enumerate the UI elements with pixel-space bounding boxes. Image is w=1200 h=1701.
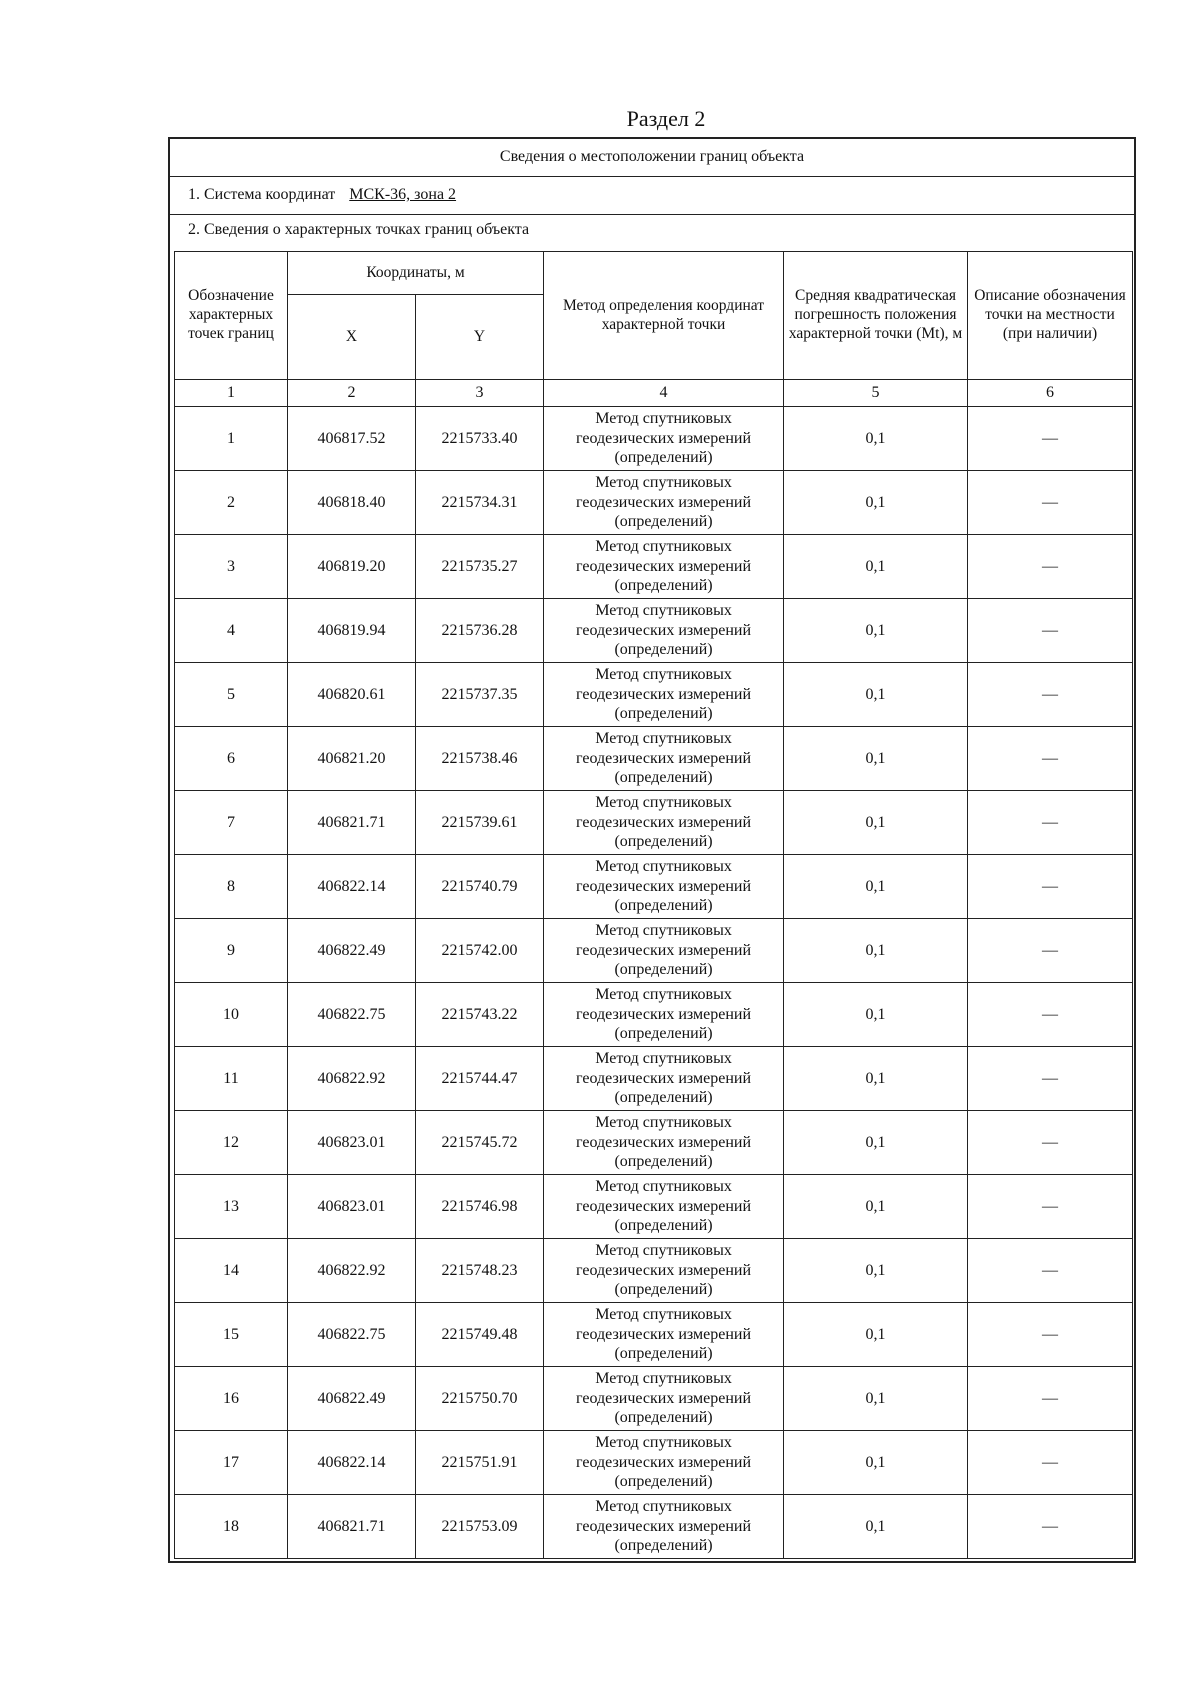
coord-x: 406823.01 xyxy=(288,1111,416,1175)
table-row xyxy=(175,983,1133,1047)
point-number: 18 xyxy=(175,1495,288,1559)
error-cell: 0,1 xyxy=(784,599,968,663)
error-cell: 0,1 xyxy=(784,1175,968,1239)
point-number: 16 xyxy=(175,1367,288,1431)
description-cell: — xyxy=(968,407,1133,471)
table-row xyxy=(175,1111,1133,1175)
description-cell: — xyxy=(968,1367,1133,1431)
description-cell: — xyxy=(968,1175,1133,1239)
error-cell: 0,1 xyxy=(784,1047,968,1111)
error-cell: 0,1 xyxy=(784,1495,968,1559)
coord-y: 2215753.09 xyxy=(416,1495,544,1559)
table-row xyxy=(175,791,1133,855)
method-cell: Метод спутниковых геодезических измерений (определений) xyxy=(544,919,784,983)
description-cell: — xyxy=(968,855,1133,919)
point-number: 10 xyxy=(175,983,288,1047)
coord-y: 2215744.47 xyxy=(416,1047,544,1111)
point-number: 14 xyxy=(175,1239,288,1303)
point-number: 8 xyxy=(175,855,288,919)
method-cell: Метод спутниковых геодезических измерений (определений) xyxy=(544,1495,784,1559)
error-cell: 0,1 xyxy=(784,1367,968,1431)
description-cell: — xyxy=(968,535,1133,599)
section-title: Раздел 2 xyxy=(626,106,706,131)
method-cell: Метод спутниковых геодезических измерений (определений) xyxy=(544,663,784,727)
description-cell: — xyxy=(968,1431,1133,1495)
description-cell: — xyxy=(968,791,1133,855)
column-number: 1 xyxy=(175,380,288,407)
point-number: 13 xyxy=(175,1175,288,1239)
error-cell: 0,1 xyxy=(784,407,968,471)
coord-x: 406818.40 xyxy=(288,471,416,535)
coord-y: 2215750.70 xyxy=(416,1367,544,1431)
method-cell: Метод спутниковых геодезических измерений (определений) xyxy=(544,1175,784,1239)
method-cell: Метод спутниковых геодезических измерений (определений) xyxy=(544,983,784,1047)
table-row xyxy=(175,1495,1133,1559)
coord-x: 406822.75 xyxy=(288,1303,416,1367)
coord-x: 406821.20 xyxy=(288,727,416,791)
error-cell: 0,1 xyxy=(784,471,968,535)
points-section-label: 2. Сведения о характерных точках границ объекта xyxy=(188,221,530,238)
coord-y: 2215733.40 xyxy=(416,407,544,471)
boundary-info-frame xyxy=(168,137,1136,1563)
column-number-row xyxy=(175,380,1133,407)
error-cell: 0,1 xyxy=(784,727,968,791)
point-number: 11 xyxy=(175,1047,288,1111)
point-number: 1 xyxy=(175,407,288,471)
table-row xyxy=(175,599,1133,663)
coord-y: 2215740.79 xyxy=(416,855,544,919)
coord-y: 2215734.31 xyxy=(416,471,544,535)
coord-y: 2215738.46 xyxy=(416,727,544,791)
coord-x: 406822.49 xyxy=(288,1367,416,1431)
method-cell: Метод спутниковых геодезических измерений (определений) xyxy=(544,1367,784,1431)
table-row xyxy=(175,1303,1133,1367)
method-cell: Метод спутниковых геодезических измерений (определений) xyxy=(544,407,784,471)
point-number: 12 xyxy=(175,1111,288,1175)
header-error: Средняя квадратическая погрешность положения характерной точки (Mt), м xyxy=(784,252,968,380)
header-method: Метод определения координат характерной точки xyxy=(544,252,784,380)
error-cell: 0,1 xyxy=(784,1111,968,1175)
description-cell: — xyxy=(968,727,1133,791)
error-cell: 0,1 xyxy=(784,855,968,919)
description-cell: — xyxy=(968,1303,1133,1367)
coord-y: 2215745.72 xyxy=(416,1111,544,1175)
coord-x: 406821.71 xyxy=(288,1495,416,1559)
coord-y: 2215743.22 xyxy=(416,983,544,1047)
error-cell: 0,1 xyxy=(784,983,968,1047)
method-cell: Метод спутниковых геодезических измерений (определений) xyxy=(544,599,784,663)
error-cell: 0,1 xyxy=(784,1303,968,1367)
table-row xyxy=(175,1175,1133,1239)
coord-x: 406823.01 xyxy=(288,1175,416,1239)
coord-x: 406820.61 xyxy=(288,663,416,727)
table-row xyxy=(175,1047,1133,1111)
description-cell: — xyxy=(968,663,1133,727)
method-cell: Метод спутниковых геодезических измерений (определений) xyxy=(544,791,784,855)
point-number: 5 xyxy=(175,663,288,727)
coordinate-system-value: МСК-36, зона 2 xyxy=(349,186,457,203)
point-number: 3 xyxy=(175,535,288,599)
table-body xyxy=(175,407,1133,1559)
point-number: 17 xyxy=(175,1431,288,1495)
description-cell: — xyxy=(968,1495,1133,1559)
coord-x: 406821.71 xyxy=(288,791,416,855)
table-row xyxy=(175,919,1133,983)
coord-x: 406819.94 xyxy=(288,599,416,663)
table-row xyxy=(175,855,1133,919)
coord-y: 2215746.98 xyxy=(416,1175,544,1239)
column-number: 4 xyxy=(544,380,784,407)
description-cell: — xyxy=(968,599,1133,663)
method-cell: Метод спутниковых геодезических измерений (определений) xyxy=(544,1111,784,1175)
coord-y: 2215748.23 xyxy=(416,1239,544,1303)
description-cell: — xyxy=(968,1111,1133,1175)
method-cell: Метод спутниковых геодезических измерений (определений) xyxy=(544,1303,784,1367)
description-cell: — xyxy=(968,1047,1133,1111)
method-cell: Метод спутниковых геодезических измерений (определений) xyxy=(544,471,784,535)
coord-y: 2215736.28 xyxy=(416,599,544,663)
point-number: 4 xyxy=(175,599,288,663)
method-cell: Метод спутниковых геодезических измерений (определений) xyxy=(544,1431,784,1495)
table-row xyxy=(175,407,1133,471)
header-description: Описание обозначения точки на местности (при наличии) xyxy=(968,252,1133,380)
point-number: 9 xyxy=(175,919,288,983)
method-cell: Метод спутниковых геодезических измерений (определений) xyxy=(544,1239,784,1303)
point-number: 7 xyxy=(175,791,288,855)
method-cell: Метод спутниковых геодезических измерений (определений) xyxy=(544,535,784,599)
coord-y: 2215737.35 xyxy=(416,663,544,727)
header-y: Y xyxy=(416,295,544,380)
table-row xyxy=(175,663,1133,727)
coord-x: 406822.14 xyxy=(288,1431,416,1495)
method-cell: Метод спутниковых геодезических измерений (определений) xyxy=(544,727,784,791)
coord-x: 406822.92 xyxy=(288,1239,416,1303)
column-number: 5 xyxy=(784,380,968,407)
table-row xyxy=(175,1431,1133,1495)
coord-y: 2215739.61 xyxy=(416,791,544,855)
table-row xyxy=(175,535,1133,599)
column-number: 3 xyxy=(416,380,544,407)
table-row xyxy=(175,1367,1133,1431)
description-cell: — xyxy=(968,471,1133,535)
header-coordinates: Координаты, м xyxy=(288,252,544,295)
column-number: 2 xyxy=(288,380,416,407)
boundary-points-table xyxy=(174,251,1133,1559)
coord-x: 406822.49 xyxy=(288,919,416,983)
point-number: 6 xyxy=(175,727,288,791)
description-cell: — xyxy=(968,919,1133,983)
description-cell: — xyxy=(968,1239,1133,1303)
coordinate-system-line xyxy=(170,177,1134,215)
method-cell: Метод спутниковых геодезических измерений (определений) xyxy=(544,855,784,919)
coord-y: 2215742.00 xyxy=(416,919,544,983)
table-row xyxy=(175,471,1133,535)
error-cell: 0,1 xyxy=(784,535,968,599)
column-number: 6 xyxy=(968,380,1133,407)
error-cell: 0,1 xyxy=(784,1239,968,1303)
coord-y: 2215749.48 xyxy=(416,1303,544,1367)
coord-x: 406819.20 xyxy=(288,535,416,599)
header-x: X xyxy=(288,295,416,380)
method-cell: Метод спутниковых геодезических измерений (определений) xyxy=(544,1047,784,1111)
coordinate-system-label: 1. Система координат xyxy=(188,186,336,203)
coord-y: 2215735.27 xyxy=(416,535,544,599)
error-cell: 0,1 xyxy=(784,1431,968,1495)
point-number: 2 xyxy=(175,471,288,535)
error-cell: 0,1 xyxy=(784,663,968,727)
banner-title: Сведения о местоположении границ объекта xyxy=(170,139,1134,177)
table-row xyxy=(175,727,1133,791)
header-designation: Обозначение характерных точек границ xyxy=(175,252,288,380)
coord-x: 406817.52 xyxy=(288,407,416,471)
point-number: 15 xyxy=(175,1303,288,1367)
error-cell: 0,1 xyxy=(784,791,968,855)
description-cell: — xyxy=(968,983,1133,1047)
coord-x: 406822.75 xyxy=(288,983,416,1047)
coord-x: 406822.14 xyxy=(288,855,416,919)
coord-y: 2215751.91 xyxy=(416,1431,544,1495)
error-cell: 0,1 xyxy=(784,919,968,983)
table-row xyxy=(175,1239,1133,1303)
coord-x: 406822.92 xyxy=(288,1047,416,1111)
